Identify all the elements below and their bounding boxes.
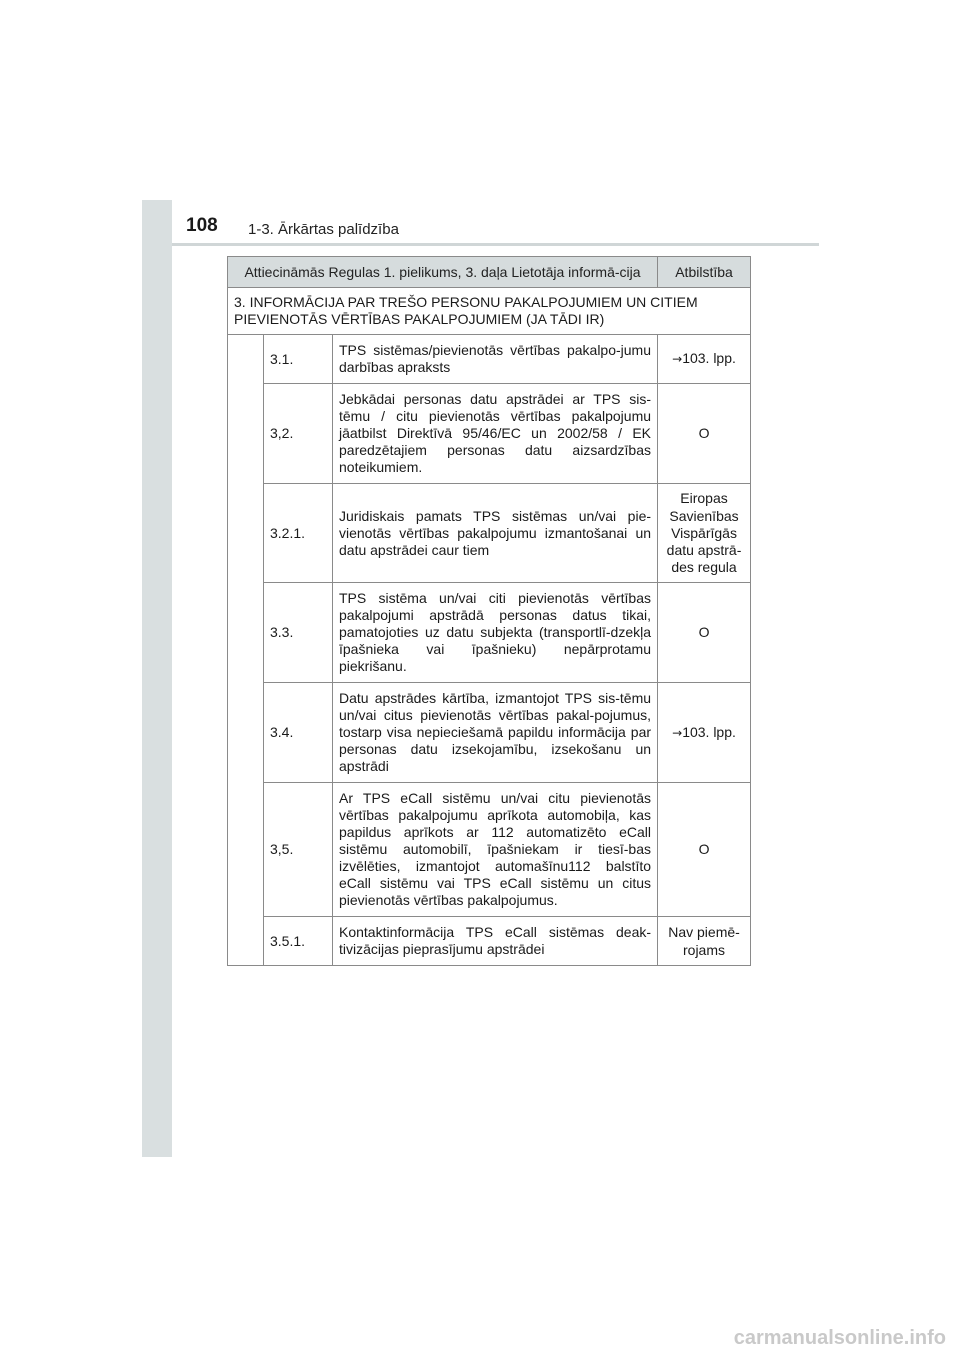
table-row (228, 783, 751, 917)
row-number: 3.5.1. (264, 917, 333, 966)
row-description: Jebkādai personas datu apstrādei ar TPS sis-tēmu / citu pievienotās vērtības pakalpojumu jāatbilst Direktīvā 95/46/EC un 2002/58 / EK paredzētajiem personas datu aizsardzības noteikumiem. (333, 384, 658, 484)
row-compliance (658, 683, 751, 783)
arrow-right-icon: → (672, 725, 683, 740)
section-heading: 3. INFORMĀCIJA PAR TREŠO PERSONU PAKALPOJUMIEM UN CITIEM PIEVIENOTĀS VĒRTĪBAS PAKALPOJUMIEM (JA TĀDI IR) (228, 288, 751, 335)
row-compliance-value: O (698, 840, 710, 857)
section-title: 1-3. Ārkārtas palīdzība (248, 221, 399, 238)
row-description: Datu apstrādes kārtība, izmantojot TPS sis-tēmu un/vai citus pievienotās vērtības pakal-pojumus, tostarp visa nepieciešamā papildu informācija par personas datu izsekojamību, izsekošanu un apstrādi (333, 683, 658, 783)
row-description: Juridiskais pamats TPS sistēmas un/vai pie-vienotās vērtības pakalpojumu izmantošanai un datu apstrādei caur tiem (333, 484, 658, 583)
column-header-compliance: Atbilstība (658, 257, 751, 288)
table-row (228, 335, 751, 384)
table-row (228, 917, 751, 966)
page-sidebar-band (142, 200, 172, 1157)
table-row (228, 683, 751, 783)
row-number: 3.3. (264, 583, 333, 683)
row-compliance-value: Nav piemē-rojams (668, 923, 740, 958)
header-divider (172, 243, 819, 246)
row-compliance-value: 103. lpp. (682, 723, 736, 740)
row-number: 3.4. (264, 683, 333, 783)
table-header-row (228, 257, 751, 288)
row-compliance-value: O (698, 424, 710, 441)
row-number: 3.1. (264, 335, 333, 384)
row-compliance-value: Eiropas Savienības Vispārīgās datu apstrā-des regula (666, 490, 742, 575)
row-compliance (658, 917, 751, 966)
table-row (228, 583, 751, 683)
section-heading-row (228, 288, 751, 335)
row-compliance (658, 335, 751, 384)
row-compliance (658, 583, 751, 683)
row-number: 3,5. (264, 783, 333, 917)
row-description: Kontaktinformācija TPS eCall sistēmas deak-tivizācijas pieprasījumu apstrādei (333, 917, 658, 966)
row-description: TPS sistēmas/pievienotās vērtības pakalpo-jumu darbības apraksts (333, 335, 658, 384)
watermark-logo: carmanualsonline.info (733, 1327, 946, 1349)
row-number: 3.2.1. (264, 484, 333, 583)
column-header-requirement: Attiecināmās Regulas 1. pielikums, 3. daļa Lietotāja informā-cija (228, 257, 658, 288)
row-compliance (658, 484, 751, 583)
row-description: Ar TPS eCall sistēmu un/vai citu pievienotās vērtības pakalpojumu aprīkota automobiļa, kas papildus aprīkots ar 112 automatizēto eCall sistēmu automobilī, īpašniekam ir tiesī-bas izvēlēties, izmantojot automašīnu112 balstīto eCall sistēmu vai TPS eCall sistēmu un citus pievienotās vērtības pakalpojumus. (333, 783, 658, 917)
row-compliance (658, 384, 751, 484)
page-number: 108 (186, 215, 218, 236)
row-description: TPS sistēma un/vai citi pievienotās vērtības pakalpojumi apstrādā personas datus tikai, pamatojoties uz datu subjekta (transportlī-dzekļa īpašnieka vai īpašnieku) nepārprotamu piekrišanu. (333, 583, 658, 683)
table-row (228, 384, 751, 484)
row-compliance-value: O (698, 623, 710, 640)
row-compliance-value: 103. lpp. (682, 350, 736, 366)
table-row (228, 484, 751, 583)
indent-cell (228, 335, 264, 966)
info-table (227, 256, 751, 966)
row-number: 3,2. (264, 384, 333, 484)
arrow-right-icon: → (672, 352, 683, 366)
row-compliance (658, 783, 751, 917)
